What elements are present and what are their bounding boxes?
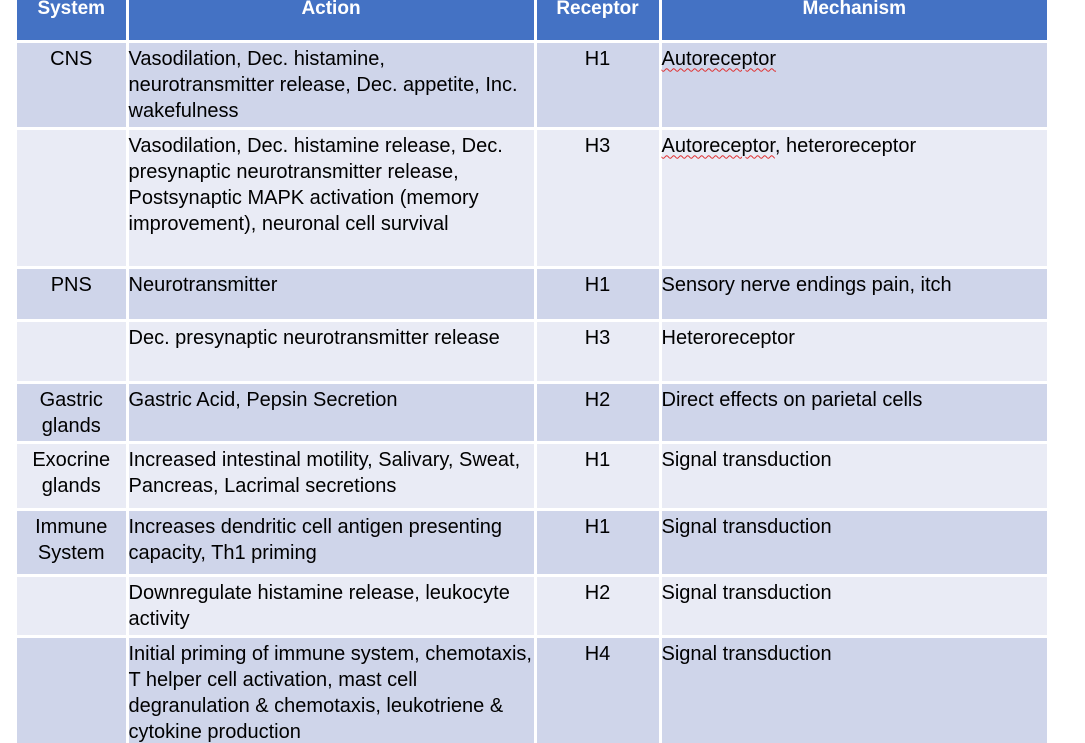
mechanism-text: Direct effects on parietal cells [661, 388, 923, 411]
system-cell: CNS [17, 41, 127, 128]
mechanism-cell [660, 320, 1047, 382]
table-row [17, 320, 1047, 382]
receptor-cell: H4 [535, 636, 660, 743]
table-row [17, 575, 1047, 636]
header-row [17, 0, 1047, 41]
spellcheck-flagged-word: Autoreceptor [661, 134, 775, 157]
mechanism-cell [660, 41, 1047, 128]
receptor-cell: H2 [535, 575, 660, 636]
table-row [17, 382, 1047, 442]
action-cell: Neurotransmitter [127, 267, 535, 320]
action-cell: Initial priming of immune system, chemotaxis, T helper cell activation, mast cell degranulation & chemotaxis, leukotriene & cytokine production [127, 636, 535, 743]
receptor-cell: H3 [535, 320, 660, 382]
mechanism-text: Signal transduction [661, 515, 832, 538]
table-row [17, 636, 1047, 743]
action-cell: Increases dendritic cell antigen presenting capacity, Th1 priming [127, 509, 535, 575]
table-row [17, 509, 1047, 575]
mechanism-text: Signal transduction [661, 581, 832, 604]
header-action: Action [127, 0, 535, 41]
mechanism-cell [660, 267, 1047, 320]
system-cell: Exocrine glands [17, 442, 127, 509]
header-system: System [17, 0, 127, 41]
mechanism-text: Heteroreceptor [661, 326, 795, 349]
receptor-cell: H3 [535, 128, 660, 267]
mechanism-cell [660, 575, 1047, 636]
header-mechanism: Mechanism [660, 0, 1047, 41]
mechanism-cell [660, 382, 1047, 442]
header-receptor: Receptor [535, 0, 660, 41]
action-cell: Increased intestinal motility, Salivary, Sweat, Pancreas, Lacrimal secretions [127, 442, 535, 509]
table-row [17, 267, 1047, 320]
mechanism-text: Signal transduction [661, 642, 832, 665]
action-cell: Dec. presynaptic neurotransmitter release [127, 320, 535, 382]
action-cell: Gastric Acid, Pepsin Secretion [127, 382, 535, 442]
mechanism-cell [660, 442, 1047, 509]
receptor-cell: H1 [535, 267, 660, 320]
system-cell [17, 128, 127, 267]
receptor-cell: H1 [535, 442, 660, 509]
histamine-receptor-table [17, 0, 1047, 743]
receptor-cell: H1 [535, 41, 660, 128]
mechanism-cell [660, 636, 1047, 743]
system-cell [17, 575, 127, 636]
mechanism-cell [660, 128, 1047, 267]
table-row [17, 128, 1047, 267]
system-cell: Gastric glands [17, 382, 127, 442]
table-row [17, 442, 1047, 509]
receptor-cell: H1 [535, 509, 660, 575]
receptor-cell: H2 [535, 382, 660, 442]
action-cell: Downregulate histamine release, leukocyte activity [127, 575, 535, 636]
action-cell: Vasodilation, Dec. histamine release, Dec. presynaptic neurotransmitter release, Postsynaptic MAPK activation (memory improvement), neuronal cell survival [127, 128, 535, 267]
action-cell: Vasodilation, Dec. histamine, neurotransmitter release, Dec. appetite, Inc. wakefulness [127, 41, 535, 128]
spellcheck-flagged-word: Autoreceptor [661, 47, 777, 70]
system-cell: Immune System [17, 509, 127, 575]
mechanism-text: Signal transduction [661, 448, 832, 471]
system-cell [17, 320, 127, 382]
mechanism-cell [660, 509, 1047, 575]
system-cell [17, 636, 127, 743]
system-cell: PNS [17, 267, 127, 320]
table-row [17, 41, 1047, 128]
mechanism-text: Sensory nerve endings pain, itch [661, 273, 952, 296]
mechanism-text: , heteroreceptor [774, 134, 917, 157]
